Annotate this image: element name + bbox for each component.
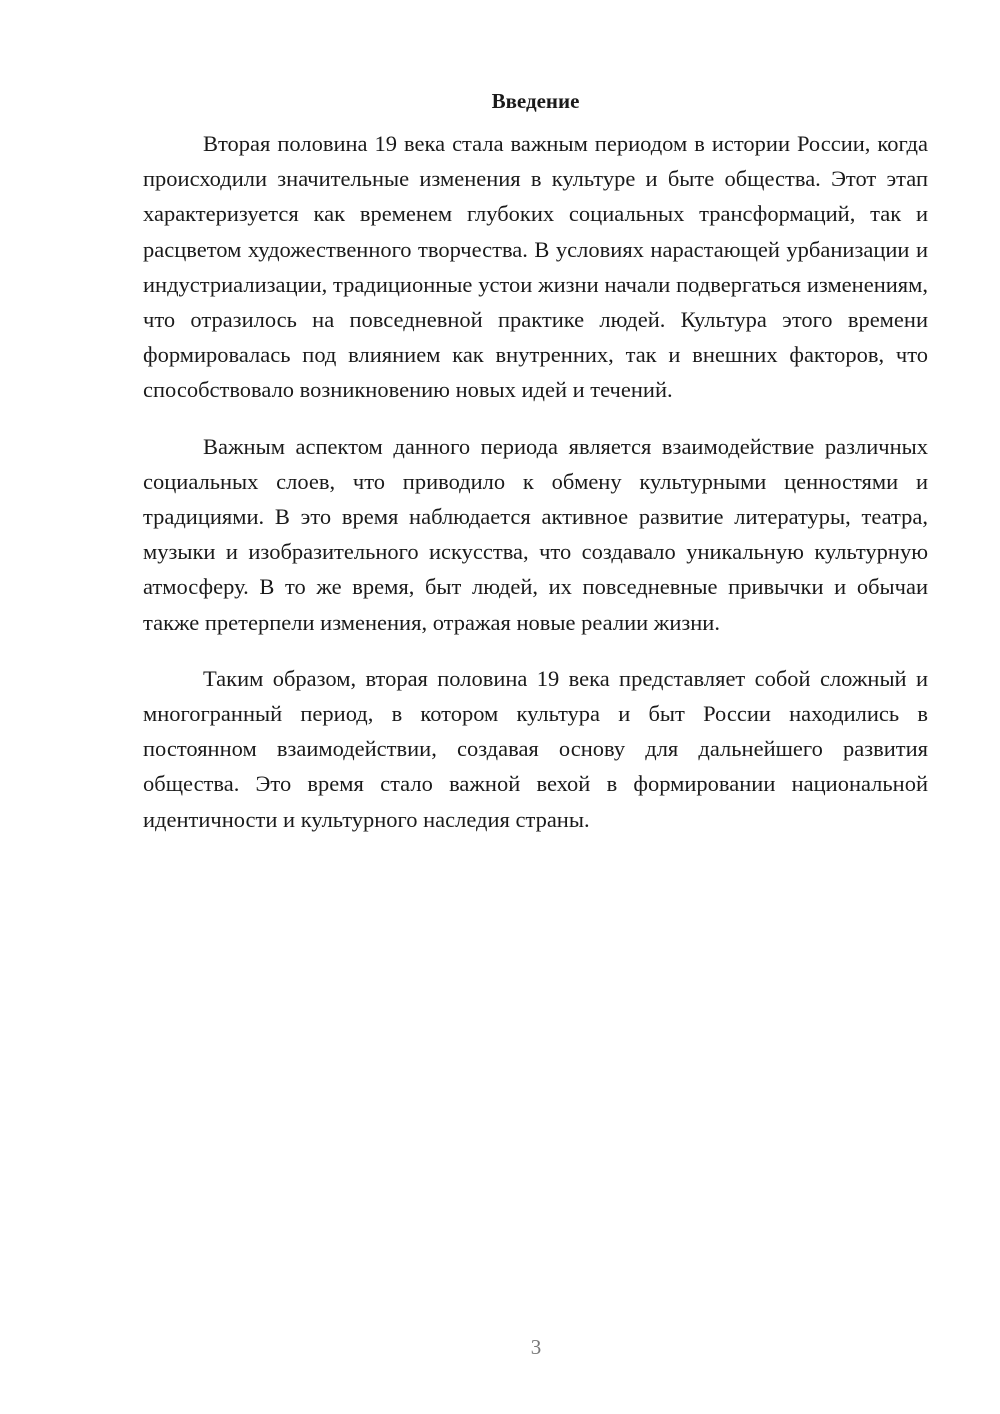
page-content (143, 88, 928, 858)
page-number: 3 (530, 1335, 542, 1359)
paragraph-2: Важным аспектом данного периода является взаимодействие различных социальных слоев, что приводило к обмену культурными ценностями и традициями. В это время наблюдается активное развитие литературы, театра, музыки и изобразительного искусства, что создавало уникальную культурную атмосферу. В то же время, быт людей, их повседневные привычки и обычаи также претерпели изменения, отражая новые реалии жизни. (143, 433, 928, 635)
section-title: Введение (491, 89, 580, 113)
paragraph-1: Вторая половина 19 века стала важным периодом в истории России, когда происходили значительные изменения в культуре и быте общества. Этот этап характеризуется как временем глубоких социальных трансформаций, так и расцветом художественного творчества. В условиях нарастающей урбанизации и индустриализации, традиционные устои жизни начали подвергаться изменениям, что отразилось на повседневной практике людей. Культура этого времени формировалась под влиянием как внутренних, так и внешних факторов, что способствовало возникновению новых идей и течений. (143, 131, 928, 403)
paragraph-3: Таким образом, вторая половина 19 века представляет собой сложный и многогранный период, в котором культура и быт России находились в постоянном взаимодействии, создавая основу для дальнейшего развития общества. Это время стало важной вехой в формировании национальной идентичности и культурного наследия страны. (143, 665, 928, 832)
